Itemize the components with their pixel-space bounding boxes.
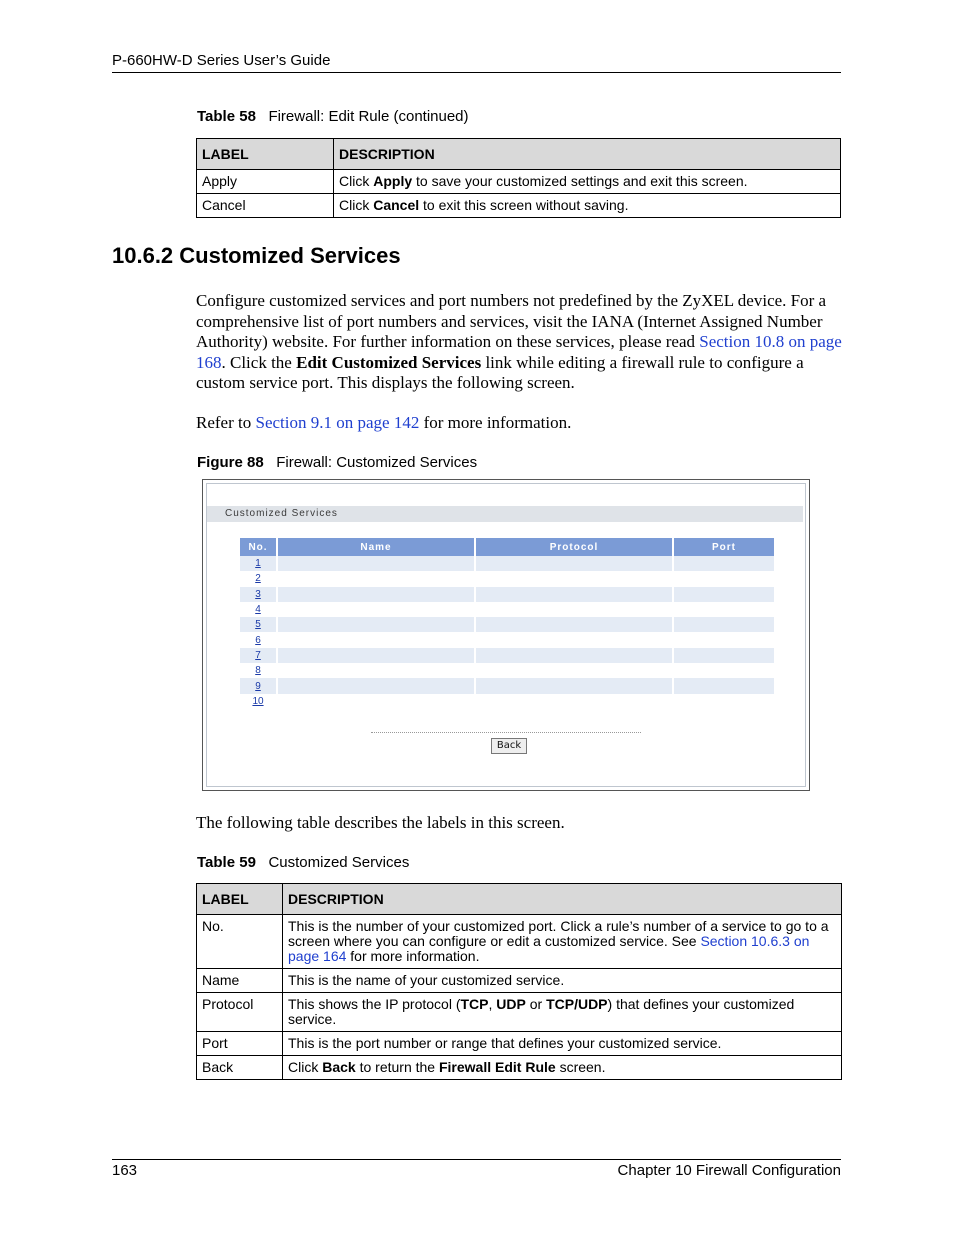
table58-cell-description: Click Apply to save your customized settings and exit this screen. [334,170,841,194]
table59-cell-description: This is the port number or range that defines your customized service. [283,1032,842,1056]
table-row [197,170,841,194]
table59-cell-label: Port [197,1032,283,1056]
customized-services-table [238,538,776,709]
table59-cell-label: Back [197,1056,283,1080]
table-row [240,587,774,602]
table59-cell-label: No. [197,915,283,969]
table59-cell-label: Protocol [197,993,283,1032]
table59-cell-label: Name [197,969,283,993]
column-header-no: No. [240,538,276,556]
dotted-divider [371,732,641,733]
figure88-title: Firewall: Customized Services [276,454,478,471]
table59-cell-description: This shows the IP protocol (TCP, UDP or TCP/UDP) that defines your customized service. [283,993,842,1032]
service-link-3[interactable]: 3 [255,588,261,600]
table-row [240,602,774,617]
section-paragraph: Configure customized services and port numbers not predefined by the ZyXEL device. For a comprehensive list of port numbers and services, visit the IANA (Internet Assigned Number Authority) website. For further information on these services, please read Section 10.8 on page 168. Click the Edit Customized Services link while editing a firewall rule to configure a custom service port. This displays the following screen. [196,291,842,392]
section-heading: 10.6.2 Customized Services [112,243,401,268]
chapter-title: Chapter 10 Firewall Configuration [617,1162,841,1179]
table-row [240,617,774,632]
figure88-number: Figure 88 [197,454,264,471]
table58-header-description: DESCRIPTION [334,139,841,170]
service-link-10[interactable]: 10 [252,695,264,707]
table-row [240,678,774,693]
figure88-screenshot [202,479,810,791]
figure88-caption [197,454,477,471]
panel-title: Customized Services [207,506,803,522]
table58-cell-label: Apply [197,170,334,194]
service-link-2[interactable]: 2 [255,573,261,585]
footer-rule [112,1159,841,1160]
table58 [196,138,841,218]
table-row [197,1032,842,1056]
table59-cell-description: This is the number of your customized port. Click a rule’s number of a service to go to a screen where you can configure or edit a customized service. See Section 10.6.3 on page 164 for more information. [283,915,842,969]
service-link-7[interactable]: 7 [255,649,261,661]
section-10-6-3-link[interactable]: Section 10.6.3 on page 164 [288,933,810,964]
table59 [196,883,842,1080]
table-row [240,571,774,586]
page-number: 163 [112,1162,138,1179]
table-row [240,632,774,647]
table58-number: Table 58 [197,108,256,125]
table59-title: Customized Services [268,854,410,871]
table59-caption [197,854,409,871]
table59-header-description: DESCRIPTION [283,884,842,915]
table59-cell-description: Click Back to return the Firewall Edit Rule screen. [283,1056,842,1080]
section-10-8-link[interactable]: Section 10.8 on page 168 [196,332,842,372]
page-header: P-660HW-D Series User’s Guide [112,52,331,69]
table58-cell-description: Click Cancel to exit this screen without saving. [334,194,841,218]
column-header-protocol: Protocol [476,538,672,556]
column-header-port: Port [674,538,774,556]
service-link-6[interactable]: 6 [255,634,261,646]
table58-caption [197,108,469,125]
table58-header-label: LABEL [197,139,334,170]
service-link-1[interactable]: 1 [255,558,261,570]
table-row [240,663,774,678]
back-button[interactable]: Back [491,738,527,754]
table58-cell-label: Cancel [197,194,334,218]
table59-cell-description: This is the name of your customized service. [283,969,842,993]
table-row [197,969,842,993]
table-row [197,993,842,1032]
table59-header-label: LABEL [197,884,283,915]
table-row [197,194,841,218]
section-9-1-link[interactable]: Section 9.1 on page 142 [255,413,420,432]
service-link-9[interactable]: 9 [255,680,261,692]
service-link-4[interactable]: 4 [255,604,261,616]
table58-title: Firewall: Edit Rule (continued) [268,108,469,125]
table-row [240,694,774,709]
table59-number: Table 59 [197,854,256,871]
table-row [240,556,774,571]
service-link-8[interactable]: 8 [255,665,261,677]
service-link-5[interactable]: 5 [255,619,261,631]
column-header-name: Name [278,538,474,556]
table-intro-text: The following table describes the labels in this screen. [196,813,565,832]
table-row [197,1056,842,1080]
table-row [240,648,774,663]
refer-paragraph: Refer to Section 9.1 on page 142 for more information. [196,413,572,432]
table-row [197,915,842,969]
header-rule [112,72,841,73]
